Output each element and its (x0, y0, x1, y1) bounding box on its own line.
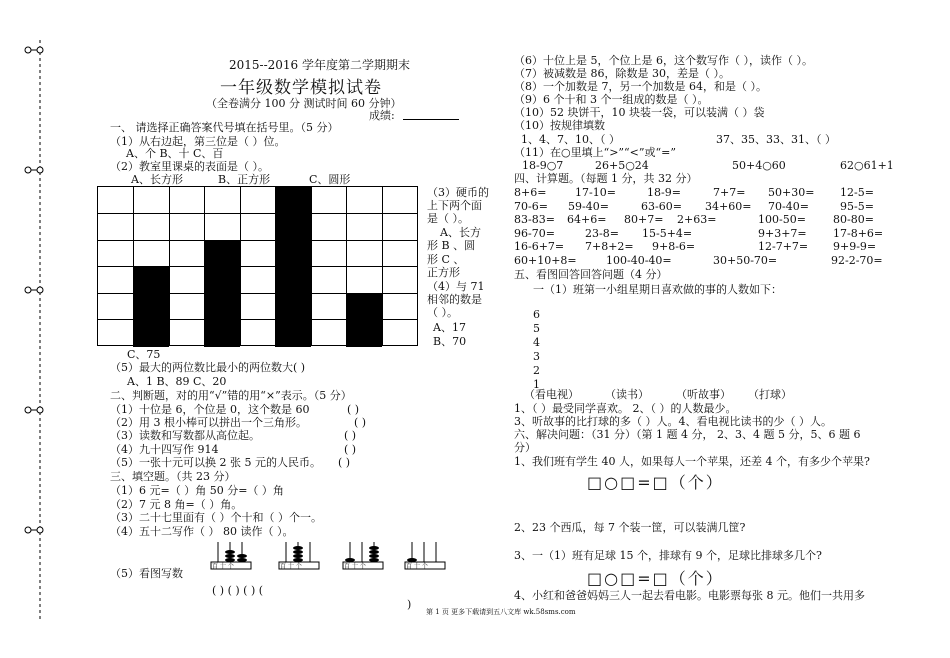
calc-item: 23-8= (585, 227, 619, 240)
judge-1-paren: ( ) (347, 403, 360, 416)
activity-label: （听故事） (676, 388, 731, 401)
calc-item: 2+63= (677, 213, 717, 226)
fill-5-answers: ( ) ( ) ( ) ( (212, 584, 264, 597)
activity-label: （看电视） (524, 388, 579, 401)
section-1-heading: 一、 请选择正确答案代号填在括号里。（5 分） (110, 121, 339, 134)
fill-3: （3）二十七里面有（ ）个十和（ ）个一。 (110, 511, 322, 524)
section-6-heading-cont: 分） (514, 441, 536, 454)
fill-4: （4）五十二写作（ ） 80 读作（ ）。 (110, 525, 294, 538)
calc-item: 16-6+7= (514, 240, 565, 253)
compare-3: 50+4○60 (732, 159, 786, 172)
calc-item: 83-83= (514, 213, 555, 226)
fill-9: （9）6 个十和 3 个一组成的数是（ ）。 (514, 93, 709, 106)
question-3-line: 形 C 、 (427, 253, 465, 266)
calc-item: 80+7= (624, 213, 664, 226)
question-2-option-b: B、正方形 (218, 173, 271, 186)
calc-item: 9+3+7= (758, 227, 807, 240)
question-1-options: A、个 B、十 C、百 (126, 147, 224, 160)
problem-2: 2、23 个西瓜，每 7 个装一筐，可以装满几筐? (514, 521, 746, 534)
activity-label: （打球） (748, 388, 792, 401)
question-5: （5）最大的两位数比最小的两位数大( ) (110, 361, 306, 374)
question-3-line: A、长方 (440, 226, 481, 239)
section-2-heading: 二、判断题，对的用“√”错的用“×”表示。（5 分） (110, 389, 352, 402)
abacus-label: 百 十 个 (280, 563, 302, 570)
calc-item: 7+7= (713, 186, 746, 199)
fill-1: （1）6 元=（ ）角 50 分=（ ）角 (110, 484, 284, 497)
fill-10b: （10）按规律填数 (514, 119, 605, 132)
fill-6: （6）十位上是 5，个位上是 6，这个数写作（ ），读作（ ）。 (514, 54, 813, 67)
compare-1: 18-9○7 (522, 159, 564, 172)
question-3-line: 形 B 、圆 (427, 239, 476, 252)
scale-number: 2 (533, 364, 540, 377)
score-label: 成绩: (369, 109, 395, 122)
question-3-line: （3）硬币的 (427, 186, 489, 199)
question-3-line: 是（ ）。 (427, 212, 469, 225)
exam-title: 一年级数学模拟试卷 (220, 78, 382, 98)
answer-boxes-1: □○□=□（个） (587, 473, 724, 492)
judge-3: （3）读数和写数都从高位起。 (110, 429, 260, 442)
calc-item: 70-6= (514, 200, 548, 213)
calc-item: 95-5= (840, 200, 874, 213)
calc-item: 92-2-70= (831, 254, 883, 267)
chart-question-3-4: 3、听故事的比打球的多（ ）人。4、看电视比读书的少（ ）人。 (514, 415, 832, 428)
scale-number: 1 (533, 378, 540, 391)
calc-item: 8+6= (514, 186, 547, 199)
calc-item: 9+8-6= (652, 240, 696, 253)
section-5-heading: 五、看图回答回答问题（4 分） (514, 268, 668, 281)
figure-bar-4 (346, 293, 382, 347)
question-4-line: B、70 (433, 335, 467, 348)
score-blank (403, 119, 459, 120)
exam-subtitle: （全卷满分 100 分 测试时间 60 分钟） (206, 97, 402, 110)
question-4-line: A、17 (433, 321, 466, 334)
scale-number: 4 (533, 336, 540, 349)
activity-label: （读书） (605, 388, 649, 401)
sequence-2: 37、35、33、31、（ ） (716, 133, 836, 146)
question-4-line: （ ）。 (427, 306, 458, 319)
question-2-option-c: C、圆形 (309, 173, 351, 186)
calc-item: 63-60= (641, 200, 682, 213)
scale-number: 5 (533, 322, 540, 335)
abacus-label: 百 十 个 (212, 563, 234, 570)
fill-7: （7）被减数是 86，除数是 30，差是（ ）。 (514, 67, 730, 80)
fill-8: （8）一个加数是 7，另一个加数是 64，和是（ ）。 (514, 80, 767, 93)
section-5-question: 一（1）班第一小组星期日喜欢做的事的人数如下： (533, 283, 782, 296)
question-4-line: （4）与 71 (427, 280, 485, 293)
calc-item: 96-70= (514, 227, 555, 240)
fill-10: （10）52 块饼干，10 块装一袋，可以装满（ ）袋 (514, 106, 765, 119)
question-2-option-a: A、长方形 (131, 173, 183, 186)
question-2: （2）教室里课桌的表面是（ ）。 (110, 160, 269, 173)
calc-item: 70-40= (768, 200, 809, 213)
calc-item: 34+60= (705, 200, 752, 213)
section-3-heading: 三、填空题。（共 23 分） (110, 470, 236, 483)
page-footer: 第 1 页 更多下载请到五八文库 wk.58sms.com (426, 608, 576, 616)
calc-item: 12-5= (840, 186, 874, 199)
judge-4-paren: ( ) (344, 443, 357, 456)
figure-bar-3 (275, 187, 311, 347)
calc-item: 17-10= (575, 186, 616, 199)
judge-5: （5）一张十元可以换 2 张 5 元的人民币。 (110, 456, 321, 469)
figure-bar-1 (133, 266, 169, 347)
compare-2: 26+5○24 (595, 159, 649, 172)
calc-item: 60+10+8= (514, 254, 577, 267)
calc-item: 17-8+6= (833, 227, 884, 240)
chart-question-1-2: 1、（ ）最受同学喜欢。 2、（ ）的人数最少。 (514, 402, 737, 415)
calc-item: 100-50= (758, 213, 806, 226)
scale-number: 6 (533, 308, 540, 321)
calc-item: 80-80= (833, 213, 874, 226)
fill-2: （2）7 元 8 角=（ ）角。 (110, 498, 243, 511)
judge-3-paren: ( ) (344, 429, 357, 442)
calc-item: 12-7+7= (758, 240, 809, 253)
judge-5-paren: ( ) (338, 456, 351, 469)
calc-item: 15-5+4= (642, 227, 693, 240)
scale-number: 3 (533, 350, 540, 363)
question-5-options: A、1 B、89 C、20 (127, 375, 227, 388)
calc-item: 9+9-9= (833, 240, 877, 253)
problem-3: 3、一（1）班有足球 15 个，排球有 9 个，足球比排球多几个? (514, 549, 822, 562)
abacus-label: 百 十 个 (406, 563, 428, 570)
calc-item: 18-9= (647, 186, 681, 199)
calc-item: 64+6= (567, 213, 607, 226)
calc-item: 59-40= (568, 200, 609, 213)
question-4-line: 相邻的数是 (427, 293, 482, 306)
problem-1: 1、我们班有学生 40 人，如果每人一个苹果，还差 4 个，有多少个苹果? (514, 455, 870, 468)
fill-11: （11）在○里填上“>”“<”或“=” (514, 146, 676, 159)
calc-item: 30+50-70= (713, 254, 778, 267)
binding-line (0, 0, 60, 658)
grid-bar-figure (97, 186, 418, 346)
question-3-line: 正方形 (427, 266, 460, 279)
problem-4: 4、小红和爸爸妈妈三人一起去看电影。电影票每张 8 元。他们一共用多 (514, 589, 865, 602)
sequence-1: 1、4、7、10、（ ） (521, 133, 620, 146)
answer-boxes-3: □○□=□（个） (587, 569, 724, 588)
figure-bar-2 (204, 240, 240, 347)
question-4-option-c: C、75 (127, 348, 161, 361)
judge-4: （4）九十四写作 914 (110, 443, 219, 456)
section-4-heading: 四、计算题。（每题 1 分，共 32 分） (514, 172, 698, 185)
judge-2: （2）用 3 根小棒可以拼出一个三角形。 (110, 416, 307, 429)
question-3-line: 上下两个面 (427, 199, 482, 212)
question-1: （1）从右边起，第三位是（ ）位。 (110, 135, 286, 148)
judge-1: （1）十位是 6，个位是 0，这个数是 60 (110, 403, 310, 416)
judge-2-paren: ( ) (354, 416, 367, 429)
compare-4: 62○61+1 (840, 159, 894, 172)
calc-item: 50+30= (768, 186, 815, 199)
fill-5-close: ) (407, 598, 412, 611)
fill-5: （5）看图写数 (110, 567, 183, 580)
calc-item: 100-40-40= (606, 254, 672, 267)
exam-term: 2015--2016 学年度第二学期期末 (229, 58, 411, 72)
calc-item: 7+8+2= (585, 240, 634, 253)
abacus-label: 百 十 个 (344, 563, 366, 570)
section-6-heading: 六、解决问题：（31 分）（第 1 题 4 分， 2、3、4 题 5 分，5、6 题 6 (514, 428, 861, 441)
